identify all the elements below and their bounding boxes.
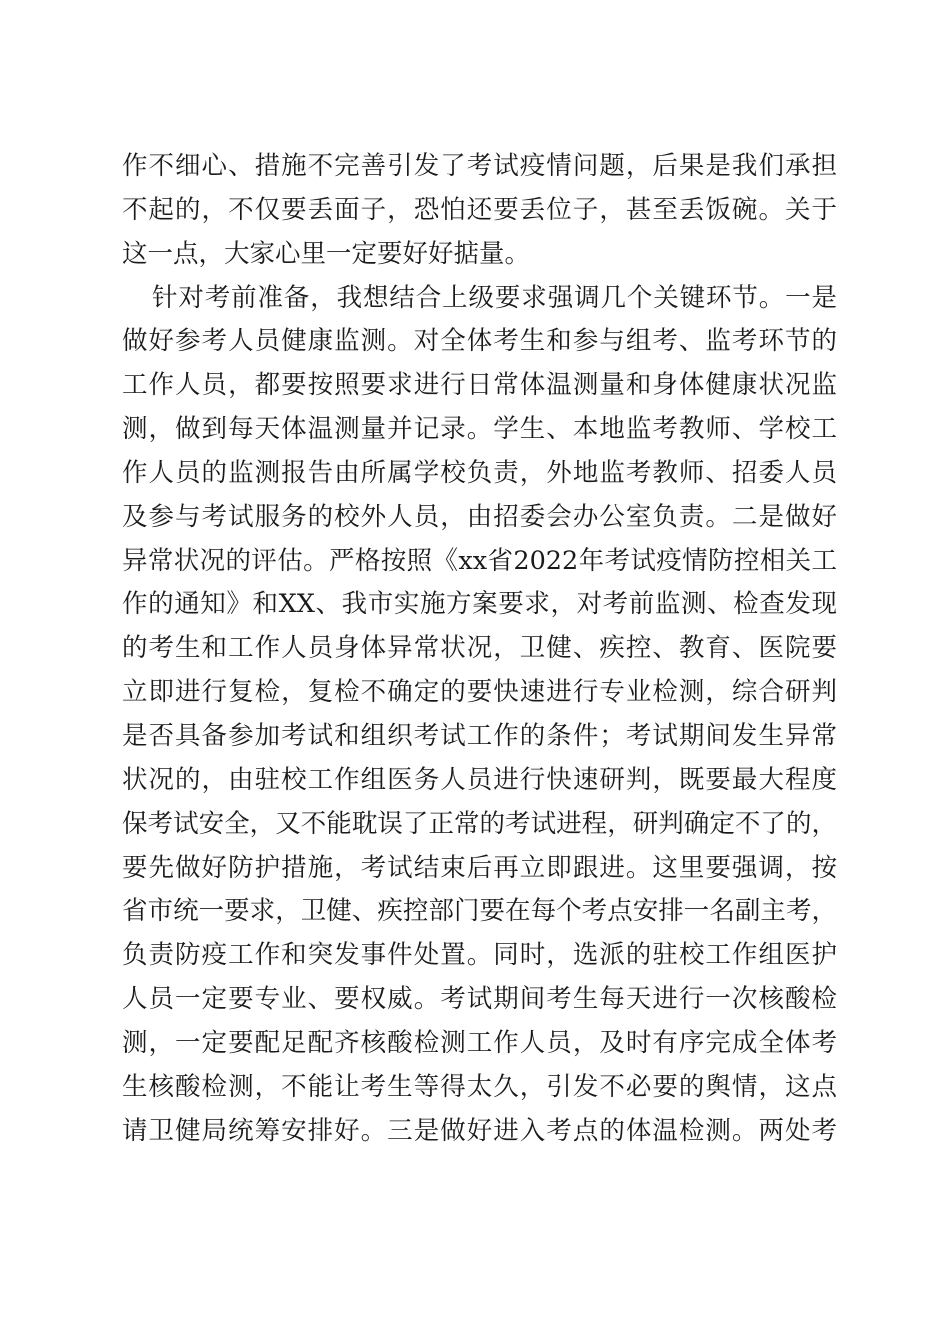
paragraph-1 — [122, 145, 837, 277]
text-line: 人员一定要专业、要权威。考试期间考生每天进行一次核酸检 — [122, 984, 837, 1015]
text-line: 作的通知》和XX、我市实施方案要求，对考前监测、检查发现 — [122, 589, 837, 620]
text-line: 生核酸检测，不能让考生等得太久，引发不必要的舆情，这点 — [122, 1071, 837, 1102]
text-line: 是否具备参加考试和组织考试工作的条件；考试期间发生异常 — [122, 720, 837, 751]
text-line: 状况的，由驻校工作组医务人员进行快速研判，既要最大程度 — [122, 764, 837, 795]
text-line: 省市统一要求，卫健、疾控部门要在每个考点安排一名副主考， — [122, 896, 837, 927]
text-line: 负责防疫工作和突发事件处置。同时，选派的驻校工作组医护 — [122, 940, 837, 971]
text-line: 的考生和工作人员身体异常状况，卫健、疾控、教育、医院要 — [122, 633, 837, 664]
paragraph-2 — [122, 277, 837, 1198]
body-text — [122, 145, 837, 1197]
text-line: 不起的，不仅要丢面子，恐怕还要丢位子，甚至丢饭碗。关于 — [122, 194, 837, 225]
text-line — [122, 1153, 837, 1197]
text-line: 请卫健局统筹安排好。三是做好进入考点的体温检测。两处考 — [122, 1115, 837, 1146]
text-line: 作不细心、措施不完善引发了考试疫情问题，后果是我们承担 — [122, 151, 837, 181]
text-line: 立即进行复检，复检不确定的要快速进行专业检测，综合研判 — [122, 677, 837, 708]
text-line: 测，做到每天体温测量并记录。学生、本地监考教师、学校工 — [122, 414, 837, 445]
text-line: 保考试安全，又不能耽误了正常的考试进程，研判确定不了的， — [122, 808, 837, 839]
text-line: 工作人员，都要按照要求进行日常体温测量和身体健康状况监 — [122, 370, 837, 401]
text-line: 这一点，大家心里一定要好好掂量。 — [122, 238, 531, 269]
text-line: 测，一定要配足配齐核酸检测工作人员，及时有序完成全体考 — [122, 1027, 837, 1058]
text-line: 及参与考试服务的校外人员，由招委会办公室负责。二是做好 — [122, 501, 837, 532]
text-line: 针对考前准备，我想结合上级要求强调几个关键环节。一是 — [152, 282, 837, 313]
text-line: 要先做好防护措施，考试结束后再立即跟进。这里要强调，按 — [122, 852, 837, 883]
text-line: 作人员的监测报告由所属学校负责，外地监考教师、招委人员 — [122, 457, 837, 488]
text-line: 做好参考人员健康监测。对全体考生和参与组考、监考环节的 — [122, 326, 837, 357]
text-line: 异常状况的评估。严格按照《xx省2022年考试疫情防控相关工 — [122, 545, 837, 576]
